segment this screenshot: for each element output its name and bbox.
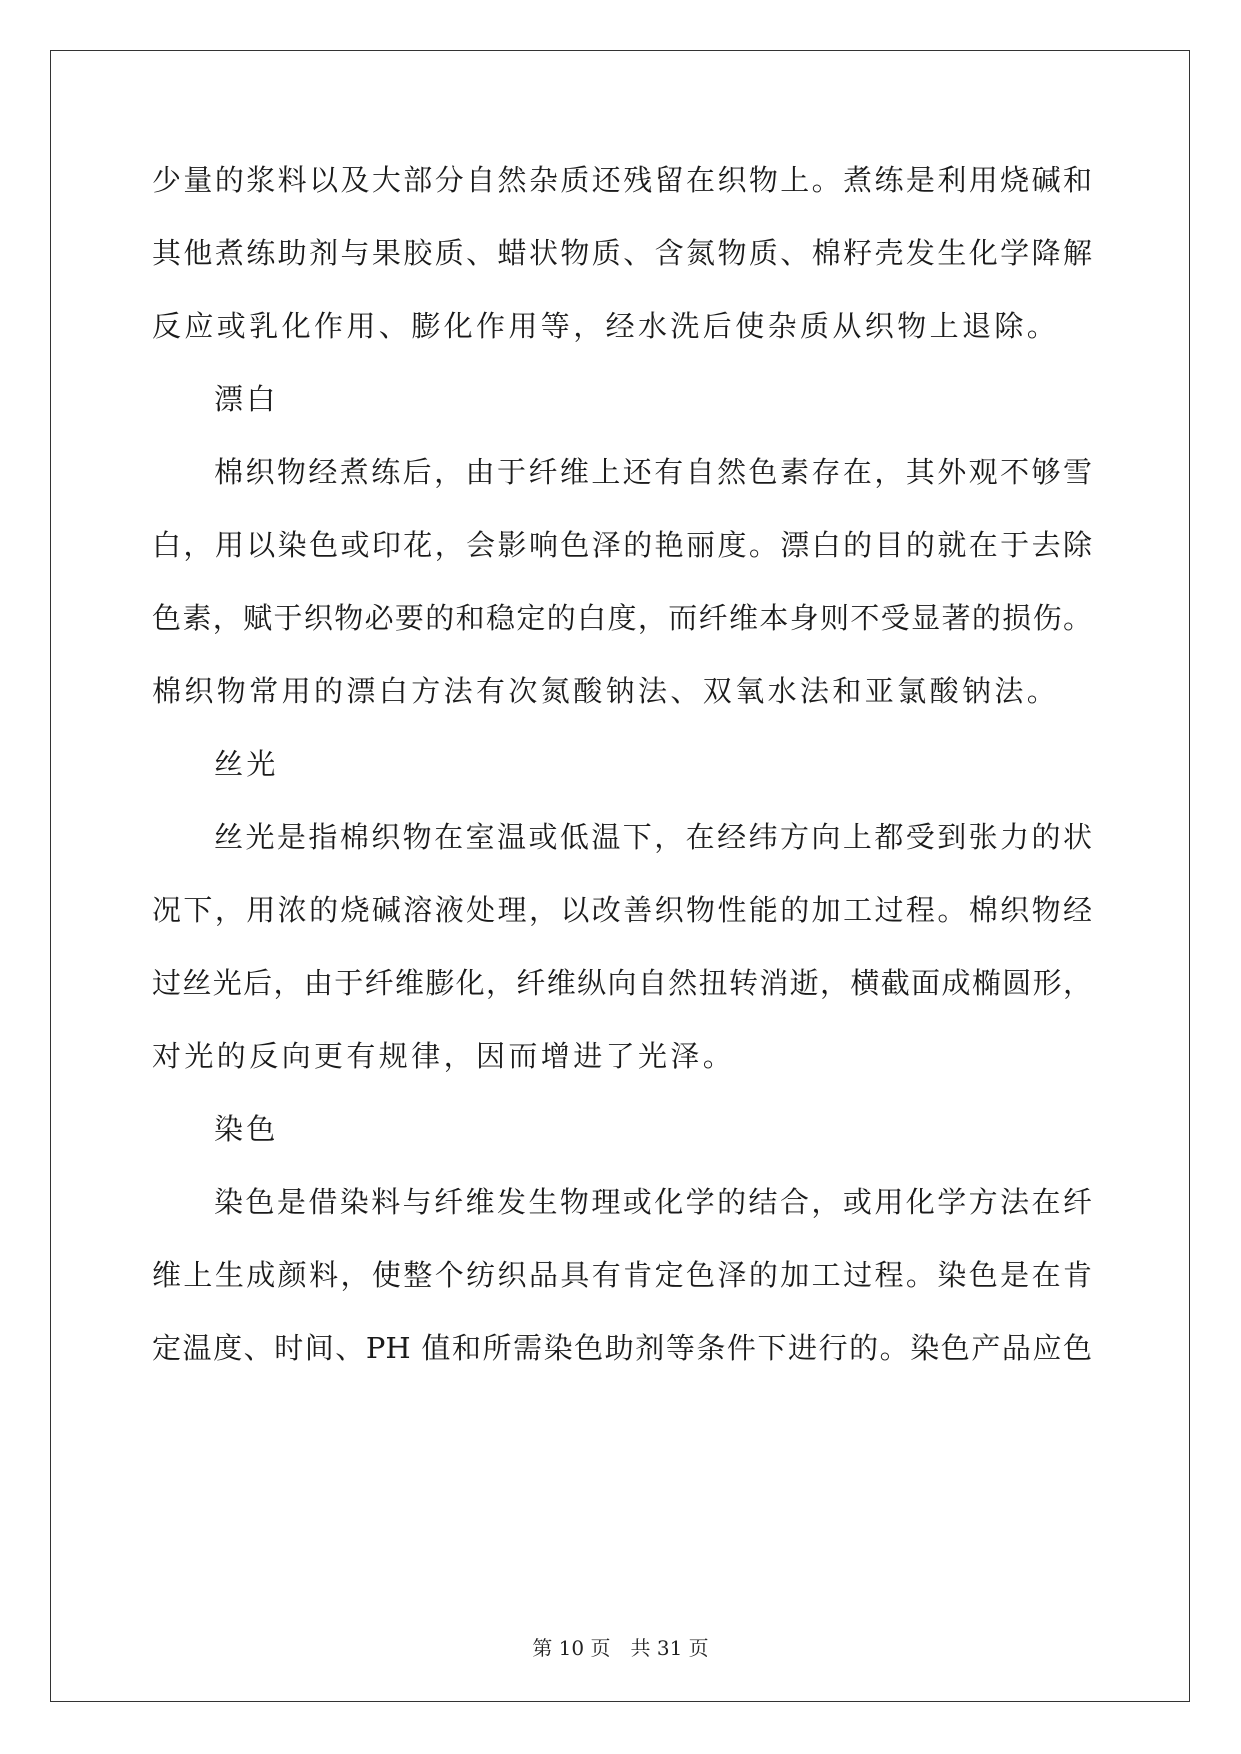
paragraph-line: 染色是借染料与纤维发生物理或化学的结合，或用化学方法在纤 [214,1185,1092,1219]
paragraph-line: 棉织物经煮练后，由于纤维上还有自然色素存在，其外观不够雪 [214,455,1092,489]
section-heading-bleaching: 漂白 [214,382,279,416]
paragraph-line: 棉织物常用的漂白方法有次氮酸钠法、双氧水法和亚氯酸钠法。 [152,674,1060,708]
paragraph-line: 维上生成颜料，使整个纺织品具有肯定色泽的加工过程。染色是在肯 [152,1258,1092,1292]
paragraph-line: 少量的浆料以及大部分自然杂质还残留在织物上。煮练是利用烧碱和 [152,163,1092,197]
paragraph-line: 过丝光后，由于纤维膨化，纤维纵向自然扭转消逝，横截面成椭圆形， [152,966,1092,1000]
page-number: 第 10 页 共 31 页 [532,1636,709,1660]
section-heading-dyeing: 染色 [214,1112,279,1146]
paragraph-line: 况下，用浓的烧碱溶液处理，以改善织物性能的加工过程。棉织物经 [152,893,1092,927]
paragraph-line: 其他煮练助剂与果胶质、蜡状物质、含氮物质、棉籽壳发生化学降解 [152,236,1092,270]
section-heading-mercerizing: 丝光 [214,747,279,781]
page-footer [0,1632,1241,1661]
paragraph-line: 定温度、时间、PH 值和所需染色助剂等条件下进行的。染色产品应色 [152,1331,1092,1365]
paragraph-line: 白，用以染色或印花，会影响色泽的艳丽度。漂白的目的就在于去除 [152,528,1092,562]
paragraph-line: 色素，赋于织物必要的和稳定的白度，而纤维本身则不受显著的损伤。 [152,601,1092,635]
paragraph-line: 对光的反向更有规律，因而增进了光泽。 [152,1039,736,1073]
page-frame [50,50,1190,1702]
paragraph-line: 丝光是指棉织物在室温或低温下，在经纬方向上都受到张力的状 [214,820,1092,854]
paragraph-line: 反应或乳化作用、膨化作用等，经水洗后使杂质从织物上退除。 [152,309,1060,343]
